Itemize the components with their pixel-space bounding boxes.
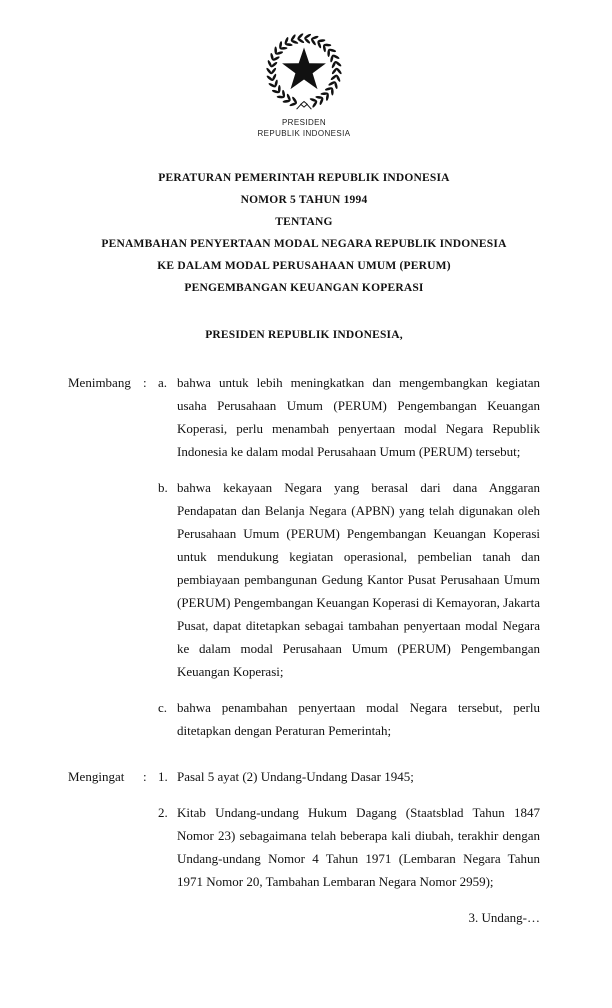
ribbon-bow-icon	[297, 102, 312, 110]
item-text: bahwa kekayaan Negara yang berasal dari dana Anggaran Pendapatan dan Belanja Negara (APBN) yang telah digunakan oleh Perusahaan Umum (PERUM) Pengembangan Keuangan Koperasi untuk mendukung kegiatan operasional, pembelian tanah dan pembiayaan pembangunan Gedung Kantor Pusat Perusahaan Umum (PERUM) Pengembangan Keuangan Koperasi di Kemayoran, Jakarta Pusat, dapat ditetapkan sebagai tambahan penyertaan modal Negara ke dalam modal Perusahaan Umum (PERUM) Pengembangan Keuangan Koperasi;	[177, 480, 540, 679]
star-icon	[282, 48, 326, 90]
presidential-seal	[68, 33, 540, 139]
seal-caption-line-1: PRESIDEN	[281, 118, 327, 127]
title-line-tentang: TENTANG	[275, 216, 333, 228]
title-line-subject-3: PENGEMBANGAN KEUANGAN KOPERASI	[184, 282, 424, 294]
item-marker: b.	[158, 480, 168, 495]
section-colon: :	[143, 769, 147, 784]
item-text: Kitab Undang-undang Hukum Dagang (Staatsblad Tahun 1847 Nomor 23) sebagaimana telah beberapa kali diubah, terakhir dengan Undang-undang Nomor 4 Tahun 1971 (Lembaran Negara Tahun 1971 Nomor 20, Tambahan Lembaran Negara Nomor 2959);	[177, 805, 540, 889]
item-text: bahwa untuk lebih meningkatkan dan mengembangkan kegiatan usaha Perusahaan Umum (PERUM) Pengembangan Keuangan Koperasi, perlu menambah penyertaan modal Negara Republik Indonesia ke dalam modal Perusahaan Umum (PERUM) tersebut;	[177, 375, 540, 459]
seal-caption-line-2: REPUBLIK INDONESIA	[257, 129, 351, 138]
section-label: Menimbang	[68, 375, 131, 390]
item-marker: 1.	[158, 769, 168, 784]
document-title	[68, 167, 540, 299]
item-marker: 2.	[158, 805, 168, 820]
item-marker: c.	[158, 700, 168, 715]
section-items	[158, 765, 540, 906]
consideration-item-a	[158, 371, 540, 463]
consideration-item-b	[158, 476, 540, 683]
section-items	[158, 371, 540, 755]
seal-caption	[68, 117, 540, 139]
preamble-heading: PRESIDEN REPUBLIK INDONESIA,	[205, 329, 403, 341]
section-colon: :	[143, 375, 147, 390]
page-catchword: 3. Undang-…	[468, 910, 540, 925]
seal-emblem-icon	[264, 33, 344, 113]
title-line-regulation: PERATURAN PEMERINTAH REPUBLIK INDONESIA	[158, 172, 450, 184]
title-line-subject-1: PENAMBAHAN PENYERTAAN MODAL NEGARA REPUBLIK INDONESIA	[101, 238, 507, 250]
consideration-item-c	[158, 696, 540, 742]
section-mengingat	[68, 765, 540, 906]
item-text: bahwa penambahan penyertaan modal Negara tersebut, perlu ditetapkan dengan Peraturan Pemerintah;	[177, 700, 540, 738]
title-line-subject-2: KE DALAM MODAL PERUSAHAAN UMUM (PERUM)	[157, 260, 451, 272]
title-line-number: NOMOR 5 TAHUN 1994	[240, 194, 368, 206]
legal-basis-item-1	[158, 765, 540, 788]
section-label: Mengingat	[68, 769, 125, 784]
legal-basis-item-2	[158, 801, 540, 893]
section-menimbang	[68, 371, 540, 755]
item-marker: a.	[158, 375, 168, 390]
item-text: Pasal 5 ayat (2) Undang-Undang Dasar 1945;	[177, 769, 414, 784]
